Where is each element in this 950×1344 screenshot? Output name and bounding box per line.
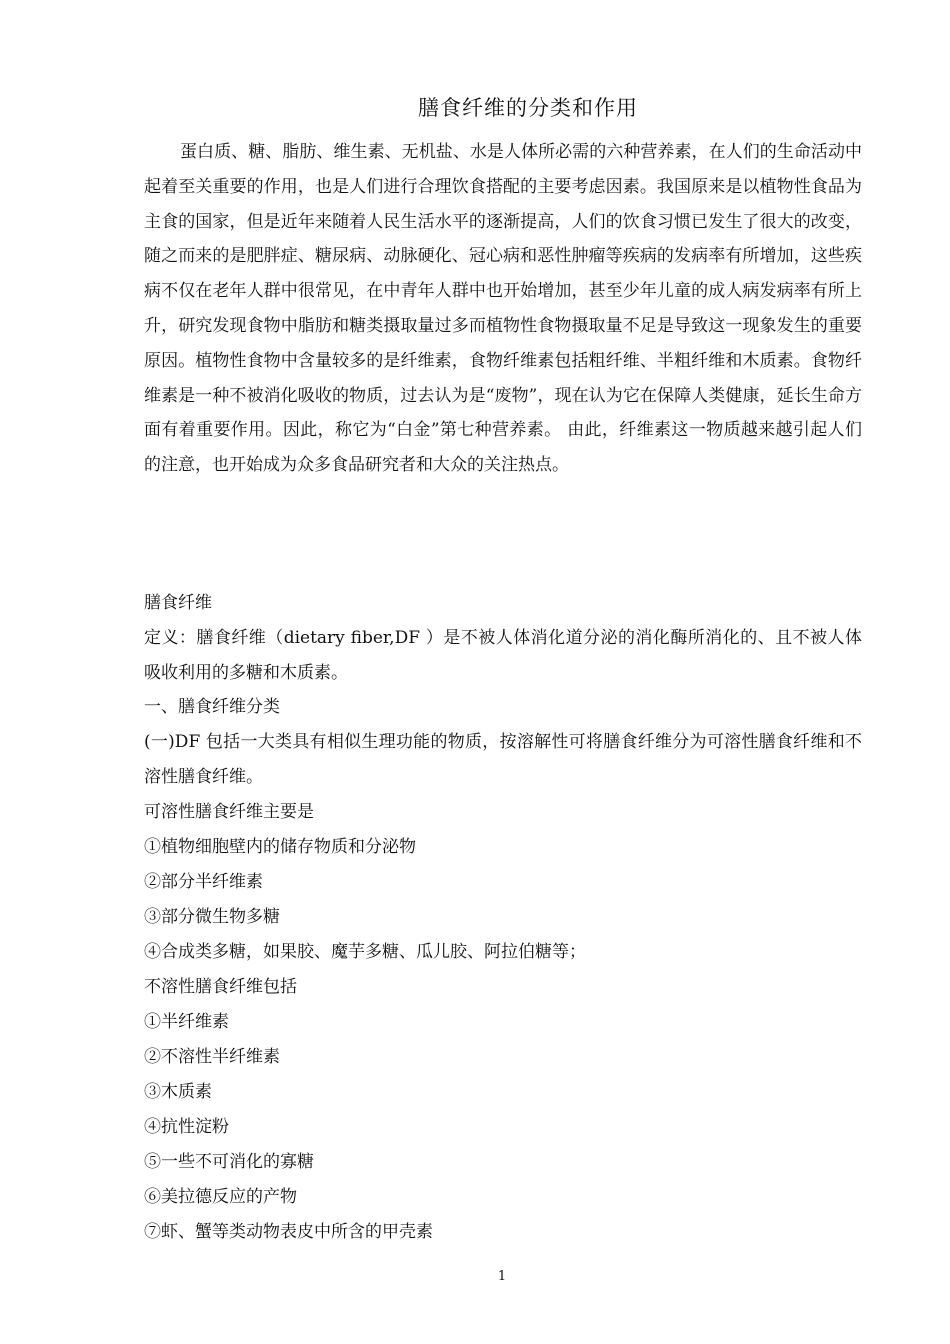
classification-paragraph: (一)DF 包括一大类具有相似生理功能的物质，按溶解性可将膳食纤维分为可溶性膳食纤维和不溶性膳食纤维。 (144, 732, 862, 787)
insoluble-item: ④抗性淀粉 (144, 1117, 229, 1137)
insoluble-item: ①半纤维素 (144, 1012, 229, 1032)
insoluble-item: ②不溶性半纤维素 (144, 1047, 280, 1067)
insoluble-item: ⑦虾、蟹等类动物表皮中所含的甲壳素 (144, 1222, 433, 1242)
soluble-item: ②部分半纤维素 (144, 872, 263, 892)
soluble-item: ③部分微生物多糖 (144, 907, 280, 927)
page-number: 1 (497, 1269, 507, 1284)
intro-paragraph: 蛋白质、糖、脂肪、维生素、无机盐、水是人体所必需的六种营养素，在人们的生命活动中起着至关重要的作用，也是人们进行合理饮食搭配的主要考虑因素。我国原来是以植物性食品为主食的国家，但是近年来随着人民生活水平的逐渐提高，人们的饮食习惯已发生了很大的改变，随之而来的是肥胖症、糖尿病、动脉硬化、冠心病和恶性肿瘤等疾病的发病率有所增加，这些疾病不仅在老年人群中很常见，在中青年人群中也开始增加，甚至少年儿童的成人病发病率有所上升，研究发现食物中脂肪和糖类摄取量过多而植物性食物摄取量不足是导致这一现象发生的重要原因。植物性食物中含量较多的是纤维素，食物纤维素包括粗纤维、半粗纤维和木质素。食物纤维素是一种不被消化吸收的物质，过去认为是“废物”，现在认为它在保障人类健康，延长生命方面有着重要作用。因此，称它为“白金”第七种营养素。 由此，纤维素这一物质越来越引起人们的注意，也开始成为众多食品研究者和大众的关注热点。 (144, 142, 862, 476)
soluble-heading: 可溶性膳食纤维主要是 (144, 802, 314, 822)
insoluble-item: ⑥美拉德反应的产物 (144, 1187, 297, 1207)
section-heading: 膳食纤维 (144, 593, 212, 613)
insoluble-item: ⑤一些不可消化的寡糖 (144, 1152, 314, 1172)
document-title: 膳食纤维的分类和作用 (418, 96, 638, 120)
insoluble-heading: 不溶性膳食纤维包括 (144, 977, 297, 997)
soluble-item: ①植物细胞壁内的储存物质和分泌物 (144, 837, 416, 857)
definition-paragraph: 定义：膳食纤维（dietary fiber,DF ）是不被人体消化道分泌的消化酶所消化的、且不被人体吸收利用的多糖和木质素。 (144, 628, 862, 683)
insoluble-item: ③木质素 (144, 1082, 212, 1102)
soluble-item: ④合成类多糖，如果胶、魔芋多糖、瓜儿胶、阿拉伯糖等； (144, 942, 586, 962)
sub-heading-classification: 一、膳食纤维分类 (144, 697, 280, 717)
